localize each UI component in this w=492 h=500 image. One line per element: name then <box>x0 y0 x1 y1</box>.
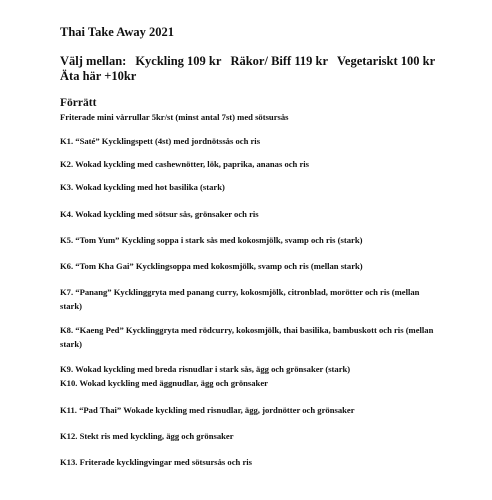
choose-label: Välj mellan: <box>60 54 127 68</box>
price-options-line <box>60 54 444 69</box>
menu-title: Thai Take Away 2021 <box>60 25 175 39</box>
dine-in-surcharge: Äta här +10kr <box>60 69 137 83</box>
menu-item-k6: K6. “Tom Kha Gai” Kycklingsoppa med kokosmjölk, svamp och ris (mellan stark) <box>60 261 363 271</box>
menu-item-k10: K10. Wokad kyckling med äggnudlar, ägg och grönsaker <box>60 378 268 388</box>
starter-line: Friterade mini vårrullar 5kr/st (minst antal 7st) med sötsursås <box>60 112 289 122</box>
option-vegetarian: Vegetariskt 100 kr <box>337 54 436 68</box>
menu-item-k12: K12. Stekt ris med kyckling, ägg och grönsaker <box>60 431 234 441</box>
menu-item-k7: K7. “Panang” Kycklinggryta med panang curry, kokosmjölk, citronblad, morötter och ris (mellan stark) <box>60 287 420 311</box>
menu-item-k2: K2. Wokad kyckling med cashewnötter, lök, paprika, ananas och ris <box>60 159 310 169</box>
section-heading: Förrätt <box>60 97 97 109</box>
menu-item-k9: K9. Wokad kyckling med breda risnudlar i stark sås, ägg och grönsaker (stark) <box>60 364 351 374</box>
menu-item-k13: K13. Friterade kycklingvingar med sötsursås och ris <box>60 457 253 467</box>
menu-item-k3: K3. Wokad kyckling med hot basilika (stark) <box>60 182 225 192</box>
option-chicken: Kyckling 109 kr <box>135 54 222 68</box>
option-shrimp-beef: Räkor/ Biff 119 kr <box>230 54 329 68</box>
menu-item-k8: K8. “Kaeng Ped” Kycklinggryta med rödcurry, kokosmjölk, thai basilika, bambuskott och ris (mellan stark) <box>60 325 434 349</box>
menu-item-k1: K1. “Saté” Kycklingspett (4st) med jordnötssås och ris <box>60 136 261 146</box>
menu-item-k5: K5. “Tom Yum” Kyckling soppa i stark sås med kokosmjölk, svamp och ris (stark) <box>60 235 363 245</box>
menu-item-k11: K11. “Pad Thai” Wokade kyckling med risnudlar, ägg, jordnötter och grönsaker <box>60 405 355 415</box>
menu-item-k4: K4. Wokad kyckling med sötsur sås, grönsaker och ris <box>60 209 259 219</box>
